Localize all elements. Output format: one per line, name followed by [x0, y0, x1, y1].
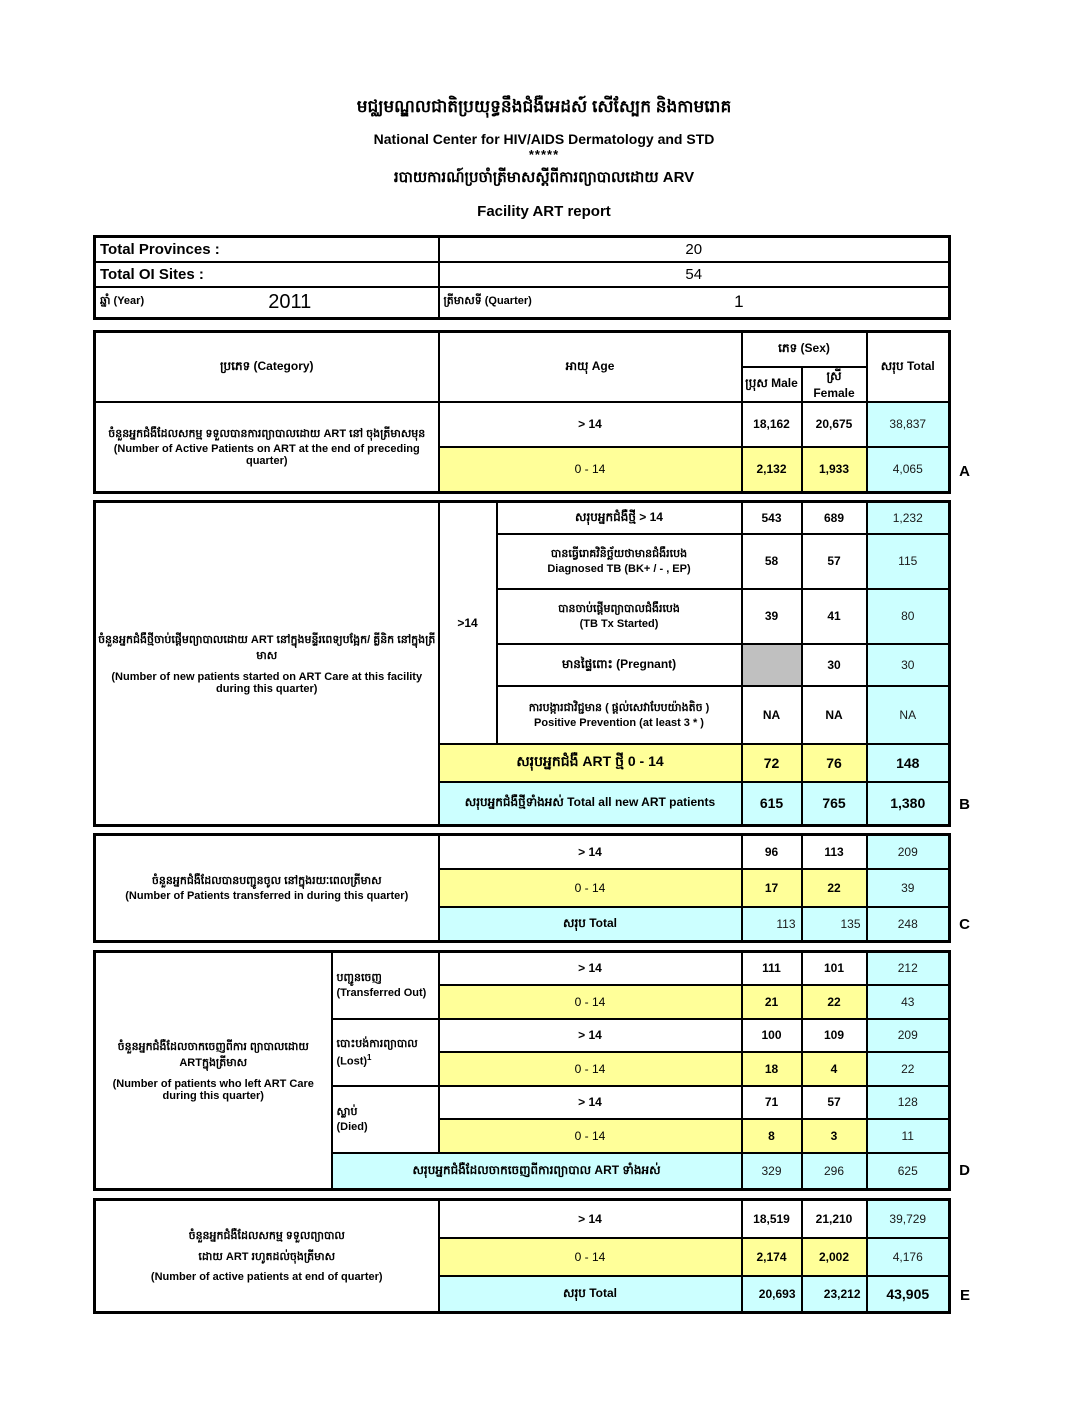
- total-value: 209: [867, 835, 950, 869]
- total-value: 39,729: [867, 1200, 950, 1238]
- female-value: NA: [802, 686, 867, 744]
- category-new-patients: ចំនួនអ្នកជំងឺថ្មីចាប់ផ្តើមព្យាបាលដោយ ART នៅក្នុងមន្ទីរពេទ្យបង្អែក/ គ្លីនិក នៅក្នុងត្រីមាស (Number of new patients started on ART Care at this facility during this quarter): [95, 502, 439, 826]
- female-value: 57: [802, 534, 867, 589]
- age-label: > 14: [439, 402, 742, 447]
- total-value: 11: [867, 1119, 950, 1153]
- row-label-tb-tx-started: បានចាប់ផ្តើមព្យាបាលជំងឺរបេង (TB Tx Started): [497, 589, 742, 644]
- female-value: 2,002: [802, 1238, 867, 1276]
- total-value: 30: [867, 644, 950, 686]
- total-value: 39: [867, 869, 950, 907]
- category-transferred-in: ចំនួនអ្នកជំងឺដែលបានបញ្ជូនចូល នៅក្នុងរយៈពេលត្រីមាស (Number of Patients transferred in during this quarter): [95, 835, 439, 942]
- total-value: 4,176: [867, 1238, 950, 1276]
- total-oi-sites-value: 54: [439, 262, 950, 287]
- age-label: 0 - 14: [439, 447, 742, 493]
- female-value: 135: [802, 907, 867, 942]
- age-label: 0 - 14: [439, 1238, 742, 1276]
- female-value: 113: [802, 835, 867, 869]
- total-value: 22: [867, 1052, 950, 1086]
- age-label: 0 - 14: [439, 985, 742, 1019]
- age-label: 0 - 14: [439, 869, 742, 907]
- row-marker-b: B: [959, 796, 970, 813]
- total-value: 38,837: [867, 402, 950, 447]
- column-header-category: ប្រភេទ (Category): [95, 332, 439, 402]
- male-value: 18: [742, 1052, 802, 1086]
- column-header-age: អាយុ Age: [439, 332, 742, 402]
- org-title-english: National Center for HIV/AIDS Dermatology and STD: [373, 131, 715, 147]
- total-value: 248: [867, 907, 950, 942]
- male-value: 72: [742, 744, 802, 782]
- column-header-sex: ភេទ (Sex): [742, 332, 867, 367]
- total-value: 4,065: [867, 447, 950, 493]
- age-label: > 14: [439, 952, 742, 985]
- female-value: 101: [802, 952, 867, 985]
- male-value: 543: [742, 502, 802, 534]
- female-value: 23,212: [802, 1276, 867, 1313]
- year-value: 2011: [268, 290, 312, 313]
- total-value: NA: [867, 686, 950, 744]
- row-label-new-over14: សរុបអ្នកជំងឺថ្មី > 14: [497, 502, 742, 534]
- group-label-lost: បោះបង់ការព្យាបាល (Lost)$^1$: [332, 1019, 439, 1086]
- male-value: NA: [742, 686, 802, 744]
- male-value: 20,693: [742, 1276, 802, 1313]
- age-label: > 14: [439, 1200, 742, 1238]
- female-value: 41: [802, 589, 867, 644]
- total-value: 212: [867, 952, 950, 985]
- total-transferred-in-label: សរុប Total: [439, 907, 742, 942]
- male-value: 71: [742, 1086, 802, 1119]
- total-provinces-value: 20: [439, 237, 950, 262]
- female-value: 20,675: [802, 402, 867, 447]
- age-label: > 14: [439, 1086, 742, 1119]
- total-oi-sites-label: Total OI Sites :: [95, 262, 439, 287]
- female-value: 4: [802, 1052, 867, 1086]
- row-label-diagnosed-tb: បានធ្វើរោគវិនិច្ឆ័យថាមានជំងឺរបេង Diagnosed TB (BK+ / - , EP): [497, 534, 742, 589]
- report-title-english: Facility ART report: [477, 203, 611, 220]
- group-label-died: ស្លាប់ (Died): [332, 1086, 439, 1153]
- total-value: 209: [867, 1019, 950, 1052]
- column-header-male: ប្រុស Male: [742, 367, 802, 402]
- total-value: 128: [867, 1086, 950, 1119]
- total-value: 115: [867, 534, 950, 589]
- total-active-end-label: សរុប Total: [439, 1276, 742, 1313]
- section-b: [93, 500, 970, 827]
- male-value: 111: [742, 952, 802, 985]
- report-info-table: [93, 235, 951, 320]
- female-value: 689: [802, 502, 867, 534]
- male-value: 18,519: [742, 1200, 802, 1238]
- quarter-value: 1: [734, 292, 744, 312]
- row-marker-a: A: [959, 463, 970, 480]
- row-marker-e: E: [959, 1287, 970, 1304]
- male-value: 615: [742, 782, 802, 826]
- row-marker-c: C: [959, 916, 970, 933]
- stars-divider: *****: [528, 147, 560, 162]
- age-label: > 14: [439, 1019, 742, 1052]
- section-d: [93, 950, 970, 1191]
- male-value: 2,174: [742, 1238, 802, 1276]
- column-header-total: សរុប Total: [867, 332, 950, 402]
- female-value: 765: [802, 782, 867, 826]
- male-value: 96: [742, 835, 802, 869]
- age-label: 0 - 14: [439, 1119, 742, 1153]
- male-value-na-cell: [742, 644, 802, 686]
- female-value: 3: [802, 1119, 867, 1153]
- column-header-female: ស្រី Female: [802, 367, 867, 402]
- male-value: 18,162: [742, 402, 802, 447]
- male-value: 113: [742, 907, 802, 942]
- quarter-label: ត្រីមាសទី (Quarter): [443, 295, 532, 308]
- female-value: 109: [802, 1019, 867, 1052]
- section-c: [93, 833, 970, 943]
- total-value: 80: [867, 589, 950, 644]
- age-label: > 14: [439, 835, 742, 869]
- male-value: 2,132: [742, 447, 802, 493]
- quarter-cell: [439, 287, 950, 319]
- row-label-pregnant: មានផ្ទៃពោះ (Pregnant): [497, 644, 742, 686]
- total-value: 43,905: [867, 1276, 950, 1313]
- total-value: 148: [867, 744, 950, 782]
- year-label: ឆ្នាំ (Year): [100, 295, 145, 308]
- male-value: 21: [742, 985, 802, 1019]
- category-active-patients-end: ចំនួនអ្នកជំងឺដែលសកម្ម ទទួលព្យាបាល ដោយ ART រហូតដល់ចុងត្រីមាស (Number of active patients at end of quarter): [95, 1200, 439, 1313]
- category-active-patients-start: ចំនួនអ្នកជំងឺដែលសកម្ម ទទួលបានការព្យាបាលដោយ ART នៅ ចុងត្រីមាសមុន (Number of Active Patients on ART at the end of preceding quarter): [95, 402, 439, 493]
- total-provinces-label: Total Provinces :: [95, 237, 439, 262]
- female-value: 76: [802, 744, 867, 782]
- female-value: 30: [802, 644, 867, 686]
- male-value: 17: [742, 869, 802, 907]
- male-value: 329: [742, 1153, 802, 1190]
- section-a: [93, 330, 970, 494]
- total-left-art-label: សរុបអ្នកជំងឺដែលចាកចេញពីការព្យាបាល ART ទាំងអស់: [332, 1153, 742, 1190]
- section-e: [93, 1198, 970, 1314]
- male-value: 100: [742, 1019, 802, 1052]
- female-value: 21,210: [802, 1200, 867, 1238]
- subtotal-new-0-14-label: សរុបអ្នកជំងឺ ART ថ្មី 0 - 14: [439, 744, 742, 782]
- female-value: 296: [802, 1153, 867, 1190]
- female-value: 1,933: [802, 447, 867, 493]
- report-title-khmer: របាយការណ៍ប្រចាំត្រីមាសស្តីពីការព្យាបាលដោយ ARV: [393, 169, 695, 186]
- female-value: 22: [802, 985, 867, 1019]
- age-label: 0 - 14: [439, 1052, 742, 1086]
- female-value: 57: [802, 1086, 867, 1119]
- age-group-label: >14: [439, 502, 497, 744]
- male-value: 58: [742, 534, 802, 589]
- female-value: 22: [802, 869, 867, 907]
- row-label-positive-prevention: ការបង្ការជាវិជ្ជមាន ( ផ្តល់សេវាបែបយ៉ាងតិច ) Positive Prevention (at least 3 * ): [497, 686, 742, 744]
- total-value: 625: [867, 1153, 950, 1190]
- total-new-patients-label: សរុបអ្នកជំងឺថ្មីទាំងអស់ Total all new ART patients: [439, 782, 742, 826]
- row-marker-d: D: [959, 1162, 970, 1179]
- year-cell: [95, 287, 439, 319]
- male-value: 39: [742, 589, 802, 644]
- group-label-transferred-out: បញ្ជូនចេញ (Transferred Out): [332, 952, 439, 1019]
- category-left-art-care: ចំនួនអ្នកជំងឺដែលចាកចេញពីការ ព្យាបាលដោយ ARTក្នុងត្រីមាស (Number of patients who left ART Care during this quarter): [95, 952, 332, 1190]
- total-value: 43: [867, 985, 950, 1019]
- org-title-khmer: មជ្ឈមណ្ឌលជាតិប្រយុទ្ធនឹងជំងឺអេដស៍ សើស្បែក និងកាមរោគ: [356, 97, 732, 116]
- male-value: 8: [742, 1119, 802, 1153]
- total-value: 1,232: [867, 502, 950, 534]
- total-value: 1,380: [867, 782, 950, 826]
